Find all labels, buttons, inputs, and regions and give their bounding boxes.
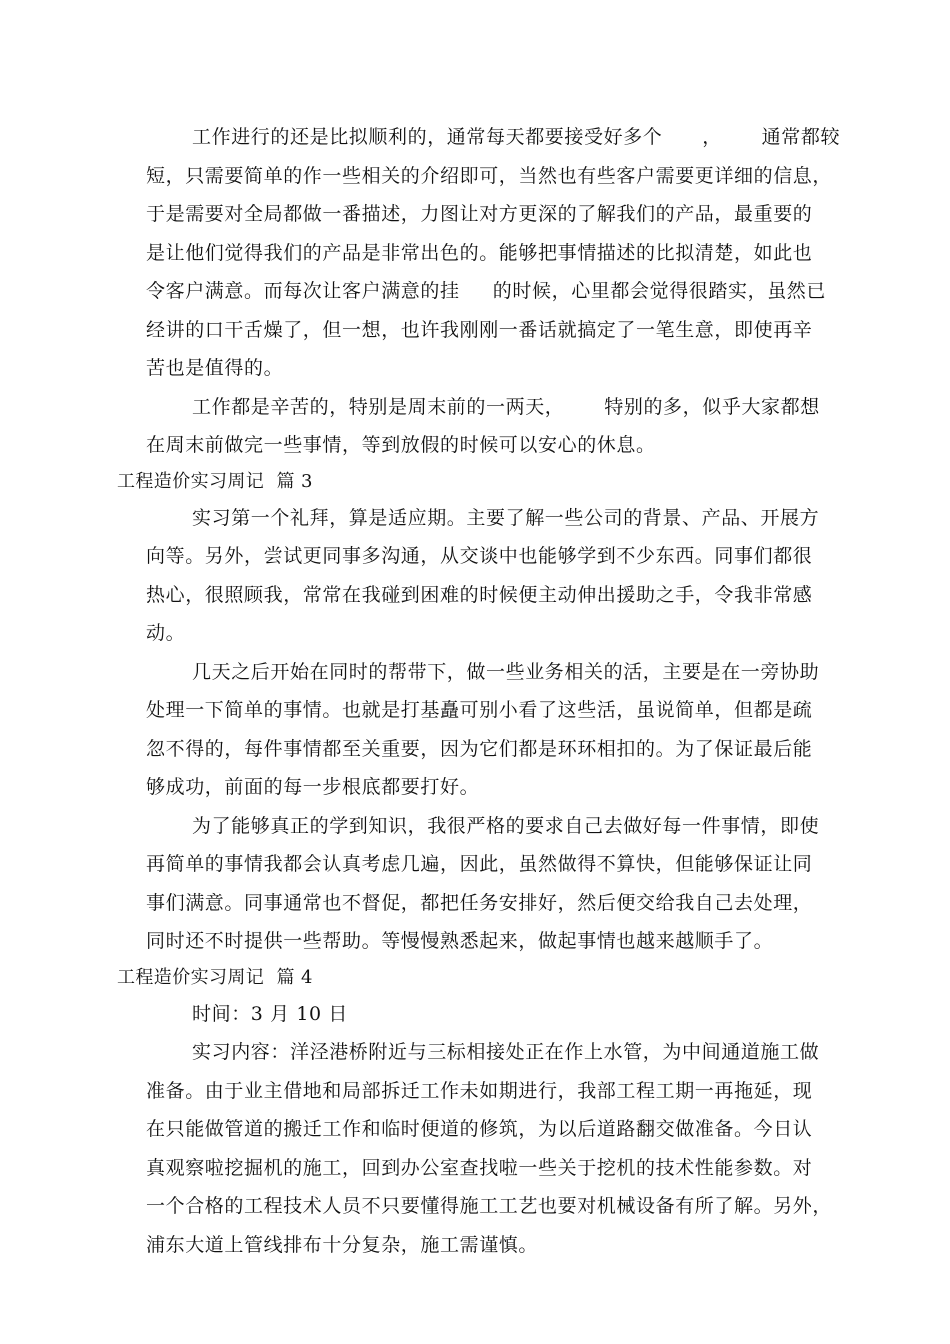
text-line: 处理一下简单的事情。也就是打基矗可别小看了这些活，虽说简单，但都是疏 — [146, 699, 813, 721]
paragraph — [146, 995, 806, 1034]
text-line: 同时还不时提供一些帮助。等慢慢熟悉起来，做起事情也越来越顺手了。 — [146, 930, 774, 952]
text-line: 事们满意。同事通常也不督促，都把任务安排好，然后便交给我自己去处理， — [146, 891, 813, 914]
text-line: 工作进行的还是比拟顺利的，通常每天都要接受好多个 ， 通常都较 — [192, 126, 841, 148]
section-heading: 工程造价实习周记 篇 3 — [117, 470, 313, 492]
text-line: 于是需要对全局都做一番描述，力图让对方更深的了解我们的产品，最重要的 — [146, 203, 813, 225]
paragraph — [146, 118, 841, 388]
text-line: 向等。另外，尝试更同事多沟通，从交谈中也能够学到不少东西。同事们都很 — [146, 545, 813, 567]
text-line: 短，只需要简单的作一些相关的介绍即可，当然也有些客户需要更详细的信息， — [146, 164, 833, 187]
text-line: 实习内容：洋泾港桥附近与三标相接处正在作上水管，为中间通道施工做 — [192, 1041, 820, 1063]
document-page — [117, 118, 841, 1264]
text-line: 为了能够真正的学到知识，我很严格的要求自己去做好每一件事情，即使 — [192, 814, 820, 837]
text-line: 令客户满意。而每次让客户满意的挂 的时候，心里都会觉得很踏实，虽然已 — [146, 280, 826, 302]
paragraph — [146, 807, 820, 961]
text-line: 够成功，前面的每一步根底都要打好。 — [146, 776, 480, 798]
date-line: 时间：3 月 10 日 — [192, 1002, 348, 1025]
text-line: 在周末前做完一些事情，等到放假的时候可以安心的休息。 — [146, 434, 656, 456]
text-line: 浦东大道上管线排布十分复杂，施工需谨慎。 — [146, 1233, 539, 1256]
paragraph — [146, 1033, 833, 1264]
paragraph — [146, 388, 820, 465]
text-line: 真观察啦挖掘机的施工，回到办公室查找啦一些关于挖机的技术性能参数。对 — [146, 1156, 813, 1179]
text-line: 再简单的事情我都会认真考虑几遍，因此，虽然做得不算快，但能够保证让同 — [146, 853, 813, 875]
text-line: 几天之后开始在同时的帮带下，做一些业务相关的活，主要是在一旁协助 — [192, 660, 820, 683]
text-line: 工作都是辛苦的，特别是周末前的一两天， 特别的多，似乎大家都想 — [192, 395, 820, 418]
text-line: 一个合格的工程技术人员不只要懂得施工工艺也要对机械设备有所了解。另外， — [146, 1195, 833, 1217]
section-heading: 工程造价实习周记 篇 4 — [117, 966, 313, 988]
paragraph — [146, 499, 820, 653]
text-line: 在只能做管道的搬迁工作和临时便道的修筑，为以后道路翻交做准备。今日认 — [146, 1118, 813, 1140]
text-line: 苦也是值得的。 — [146, 357, 284, 379]
text-line: 忽不得的，每件事情都至关重要，因为它们都是环环相扣的。为了保证最后能 — [146, 737, 813, 760]
text-line: 经讲的口干舌燥了，但一想，也许我刚刚一番话就搞定了一笔生意，即使再辛 — [146, 318, 813, 341]
text-line: 是让他们觉得我们的产品是非常出色的。能够把事情描述的比拟清楚，如此也 — [146, 241, 813, 264]
text-line: 实习第一个礼拜，算是适应期。主要了解一些公司的背景、产品、开展方 — [192, 506, 820, 529]
text-line: 准备。由于业主借地和局部拆迁工作未如期进行，我部工程工期一再拖延，现 — [146, 1079, 813, 1102]
text-line: 热心，很照顾我，常常在我碰到困难的时候便主动伸出援助之手，令我非常感 — [146, 583, 813, 606]
text-line: 动。 — [146, 622, 186, 644]
paragraph — [146, 653, 820, 807]
